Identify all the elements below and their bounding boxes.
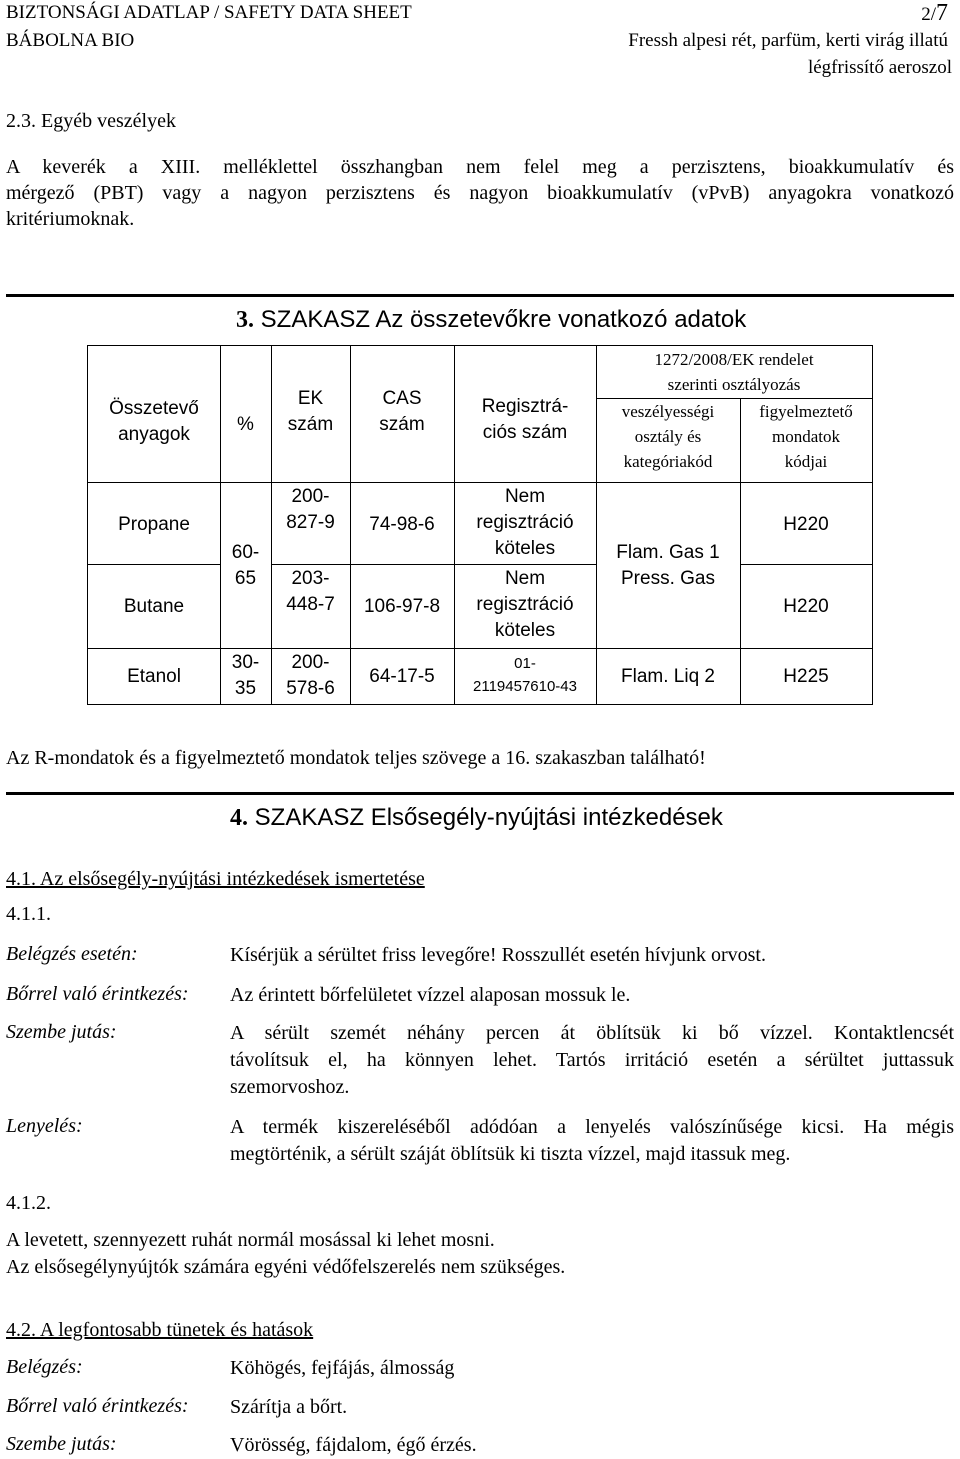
header-product-line2: légfrissítő aeroszol [807, 57, 952, 78]
row-propane-name: Propane [118, 514, 190, 535]
row-propane-ec: 200- 827-9 [286, 486, 335, 533]
row-propane-cas: 74-98-6 [369, 514, 435, 535]
th-hazard-class: veszélyességi osztály és kategóriakód [621, 402, 715, 471]
th-percent: % [237, 414, 254, 435]
class-propane-butane: Flam. Gas 1 Press. Gas [616, 542, 720, 589]
th-hazard-statements: figyelmeztető mondatok kódjai [759, 402, 853, 471]
section-3-note: Az R-mondatok és a figyelmeztető mondatok teljes szövege a 16. szakaszban található! [6, 747, 706, 769]
row-propane-reg: Nem regisztráció köteles [476, 486, 574, 559]
header-company: BÁBOLNA BIO [6, 30, 135, 51]
row-butane-name: Butane [123, 596, 185, 617]
th-cas: CAS szám [379, 388, 425, 435]
header-product-line1: Fressh alpesi rét, parfüm, kerti virág illatú [628, 30, 948, 51]
percent-etanol: 30- 35 [231, 652, 260, 699]
row-etanol-cas: 64-17-5 [369, 666, 435, 687]
measure-text-inhalation: Kísérjük a sérültet friss levegőre! Rosszullét esetén hívjunk orvost. [230, 944, 766, 966]
symptom-text-eye: Vörösség, fájdalom, égő érzés. [230, 1434, 477, 1456]
symptom-label-eye: Szembe jutás: [6, 1433, 117, 1455]
row-propane-h: H220 [783, 514, 829, 535]
measure-label-inhalation: Belégzés esetén: [6, 943, 138, 965]
symptom-text-skin: Szárítja a bőrt. [230, 1396, 348, 1418]
measure-text-eye: A sérült szemét néhány percen át öblítsük ki bő vízzel. Kontaktlencsét távolítsuk el, ha könnyen lehet. Tartós irritáció esetén a sérültet juttassuk szemorvoshoz. [230, 1022, 954, 1098]
th-registration: Regisztrá- ciós szám [481, 396, 569, 443]
section-4-1-2: 4.1.2. [6, 1192, 51, 1214]
measure-text-skin: Az érintett bőrfelületet vízzel alaposan mossuk le. [230, 984, 631, 1006]
section-4-rule [6, 792, 954, 795]
section-2-3-text: A keverék a XIII. melléklettel összhangban nem felel meg a perzisztens, bioakkumulatív és mérgező (PBT) vagy a nagyon perzisztens és nagyon bioakkumulatív (vPvB) anyagokra vonatkozó kritériumoknak. [6, 156, 954, 230]
symptom-text-inhalation: Köhögés, fejfájás, álmosság [230, 1357, 455, 1379]
header-doc-title: BIZTONSÁGI ADATLAP / SAFETY DATA SHEET [6, 2, 412, 23]
symptom-label-inhalation: Belégzés: [6, 1356, 83, 1378]
th-component: Összetevő anyagok [109, 398, 199, 445]
row-etanol-h: H225 [783, 666, 829, 687]
row-etanol-ec: 200- 578-6 [286, 652, 335, 699]
row-butane-reg: Nem regisztráció köteles [476, 568, 574, 641]
section-4-heading: 4. SZAKASZ Elsősegély-nyújtási intézkedések [230, 804, 723, 831]
section-4-1-1: 4.1.1. [6, 903, 51, 925]
class-etanol: Flam. Liq 2 [621, 666, 715, 687]
section-4-1-2-text: A levetett, szennyezett ruhát normál mosással ki lehet mosni. Az elsősegélynyújtók számára egyéni védőfelszerelés nem szükséges. [6, 1229, 566, 1278]
page-number: 2/7 [921, 0, 948, 26]
section-3-rule [6, 294, 954, 297]
percent-propane-butane: 60- 65 [231, 542, 260, 589]
section-4-1-title: 4.1. Az elsősegély-nyújtási intézkedések ismertetése [6, 868, 425, 890]
measure-text-ingestion: A termék kiszereléséből adódóan a lenyelés valószínűsége kicsi. Ha mégis megtörténik, a sérült száját öblítsük ki tiszta vízzel, majd itassuk meg. [230, 1116, 954, 1165]
measure-label-skin: Bőrrel való érintkezés: [6, 983, 189, 1005]
components-table [87, 345, 873, 705]
measure-label-ingestion: Lenyelés: [6, 1115, 83, 1137]
section-4-2-title: 4.2. A legfontosabb tünetek és hatások [6, 1319, 314, 1341]
row-etanol-reg: 01- 2119457610-43 [473, 655, 577, 695]
measure-label-eye: Szembe jutás: [6, 1021, 117, 1043]
row-etanol-name: Etanol [127, 666, 181, 687]
row-butane-cas: 106-97-8 [363, 596, 441, 617]
th-ec: EK szám [287, 388, 334, 435]
row-butane-h: H220 [783, 596, 829, 617]
section-2-3-title: 2.3. Egyéb veszélyek [6, 110, 176, 132]
symptom-label-skin: Bőrrel való érintkezés: [6, 1395, 189, 1417]
row-butane-ec: 203- 448-7 [286, 568, 335, 615]
th-classification: 1272/2008/EK rendelet szerinti osztályozás [654, 350, 814, 394]
section-3-heading: 3. SZAKASZ Az összetevőkre vonatkozó adatok [236, 306, 747, 333]
